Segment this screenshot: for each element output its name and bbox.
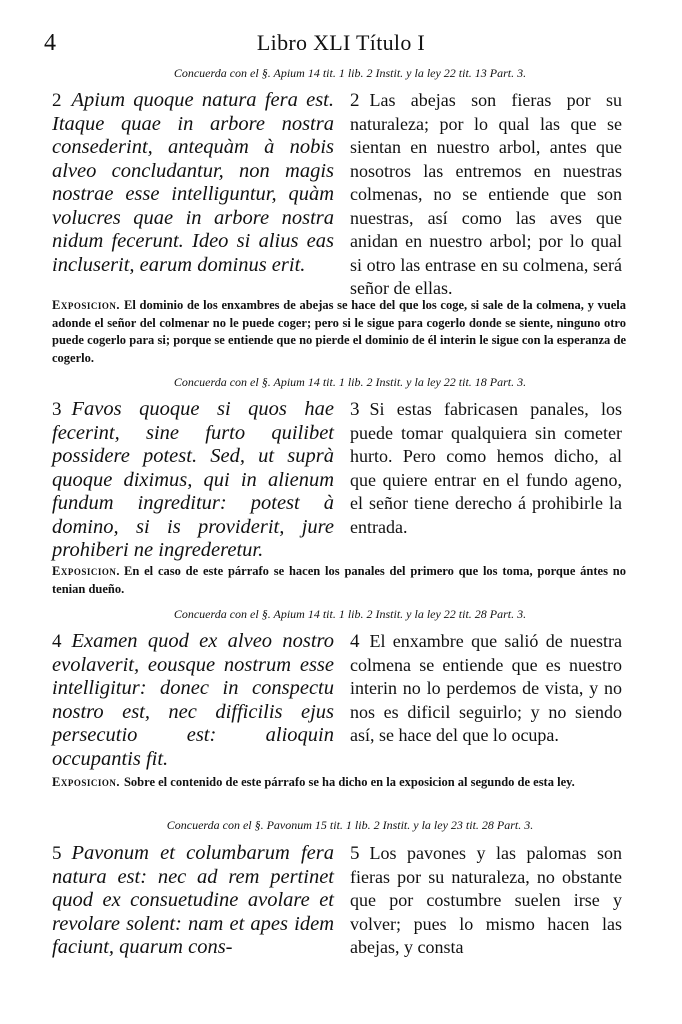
exposicion-label: Exposicion.	[52, 564, 120, 578]
page-header	[0, 28, 682, 58]
paragraph-number: 2	[52, 90, 62, 111]
exposicion-note	[52, 774, 626, 792]
exposicion-label: Exposicion.	[52, 298, 120, 312]
concordance-note: Concuerda con el §. Pavonum 15 tit. 1 lib. 2 Instit. y la ley 23 tit. 28 Part. 3.	[166, 818, 534, 832]
concordance-note: Concuerda con el §. Apium 14 tit. 1 lib. 2 Instit. y la ley 22 tit. 13 Part. 3.	[173, 66, 527, 80]
exposicion-note	[52, 563, 626, 598]
spanish-text	[350, 398, 622, 539]
latin-body: Examen quod ex alveo nostro evolaverit, eousque nostrum esse intelligitur: donec in conspectu nostro est, nec difficilis ejus persecutio est: alioquin occupantis fit.	[52, 630, 334, 770]
running-title: Libro XLI Título I	[256, 30, 426, 55]
exposicion-body: El dominio de los enxambres de abejas se hace del que los coge, si sale de la colmena, y vuela adonde el señor del colmenar no le puede coger; pero si le sigue para cogerlo donde se siente, ninguno otro puede cogerlo para si; porque se entiende que no pierde el dominio de él interin le sigue con la esperanza de cogerlo.	[52, 298, 626, 365]
latin-text	[52, 630, 334, 771]
exposicion-note	[52, 297, 626, 367]
exposicion-label: Exposicion.	[52, 775, 120, 789]
spanish-text	[350, 842, 622, 960]
latin-text	[52, 89, 334, 277]
exposicion-body: En el caso de este párrafo se hacen los panales del primero que los toma, porque ántes no tenian dueño.	[52, 564, 626, 596]
latin-body: Pavonum et columbarum fera natura est: nec ad rem pertinet quod ex consuetudine avolare et revolare solent: nam et apes idem faciunt, quarum cons-	[52, 842, 334, 958]
spanish-text	[350, 630, 622, 748]
paragraph-number: 2	[350, 90, 360, 111]
paragraph-number: 3	[350, 399, 360, 420]
spanish-body: Las abejas son fieras por su naturaleza; por lo qual las que se sientan en nuestro arbol, antes que nosotros las entremos en nuestras colmenas, no se entiende que son nuestras, así como las aves que anidan en nuestro arbol; por lo qual si otro las entrase en su colmena, será señor de ellas.	[350, 90, 622, 298]
paragraph-number: 4	[52, 631, 62, 652]
latin-body: Favos quoque si quos hae fecerint, sine furto quilibet possidere potest. Sed, ut suprà quoque diximus, qui in alienum fundum ingreditur: potest à domino, si is providerit, jure prohiberi ne ingrederetur.	[52, 398, 334, 561]
spanish-body: Si estas fabricasen panales, los puede tomar qualquiera sin cometer hurto. Pero como hemos dicho, al que quiere entrar en el fundo ageno, el señor tiene derecho á prohibirle la entrada.	[350, 399, 622, 537]
paragraph-number: 5	[52, 843, 62, 864]
paragraph-number: 3	[52, 399, 62, 420]
paragraph-number: 5	[350, 843, 360, 864]
concordance-note: Concuerda con el §. Apium 14 tit. 1 lib. 2 Instit. y la ley 22 tit. 28 Part. 3.	[173, 607, 527, 621]
latin-text	[52, 842, 334, 960]
concordance-note: Concuerda con el §. Apium 14 tit. 1 lib. 2 Instit. y la ley 22 tit. 18 Part. 3.	[173, 375, 527, 389]
exposicion-body: Sobre el contenido de este párrafo se ha dicho en la exposicion al segundo de esta ley.	[123, 775, 575, 789]
spanish-body: El enxambre que salió de nuestra colmena se entiende que es nuestro interin no lo perdemos de vista, y no nos es dificil seguirlo; y no siendo así, se hace del que lo ocupa.	[350, 631, 622, 745]
paragraph-number: 4	[350, 631, 360, 652]
spanish-body: Los pavones y las palomas son fieras por su naturaleza, no obstante que por costumbre suelen irse y volver; pues lo mismo hacen las abejas, y consta	[350, 843, 622, 957]
latin-text	[52, 398, 334, 563]
spanish-text	[350, 89, 622, 301]
page-number: 4	[44, 30, 56, 56]
latin-body: Apium quoque natura fera est. Itaque quae in arbore nostra consederint, antequàm à nobis alveo concludantur, non magis nostrae esse intelliguntur, quàm volucres quae in arbore nostra nidum fecerunt. Ideo si alius eas incluserit, earum dominus erit.	[52, 89, 334, 276]
